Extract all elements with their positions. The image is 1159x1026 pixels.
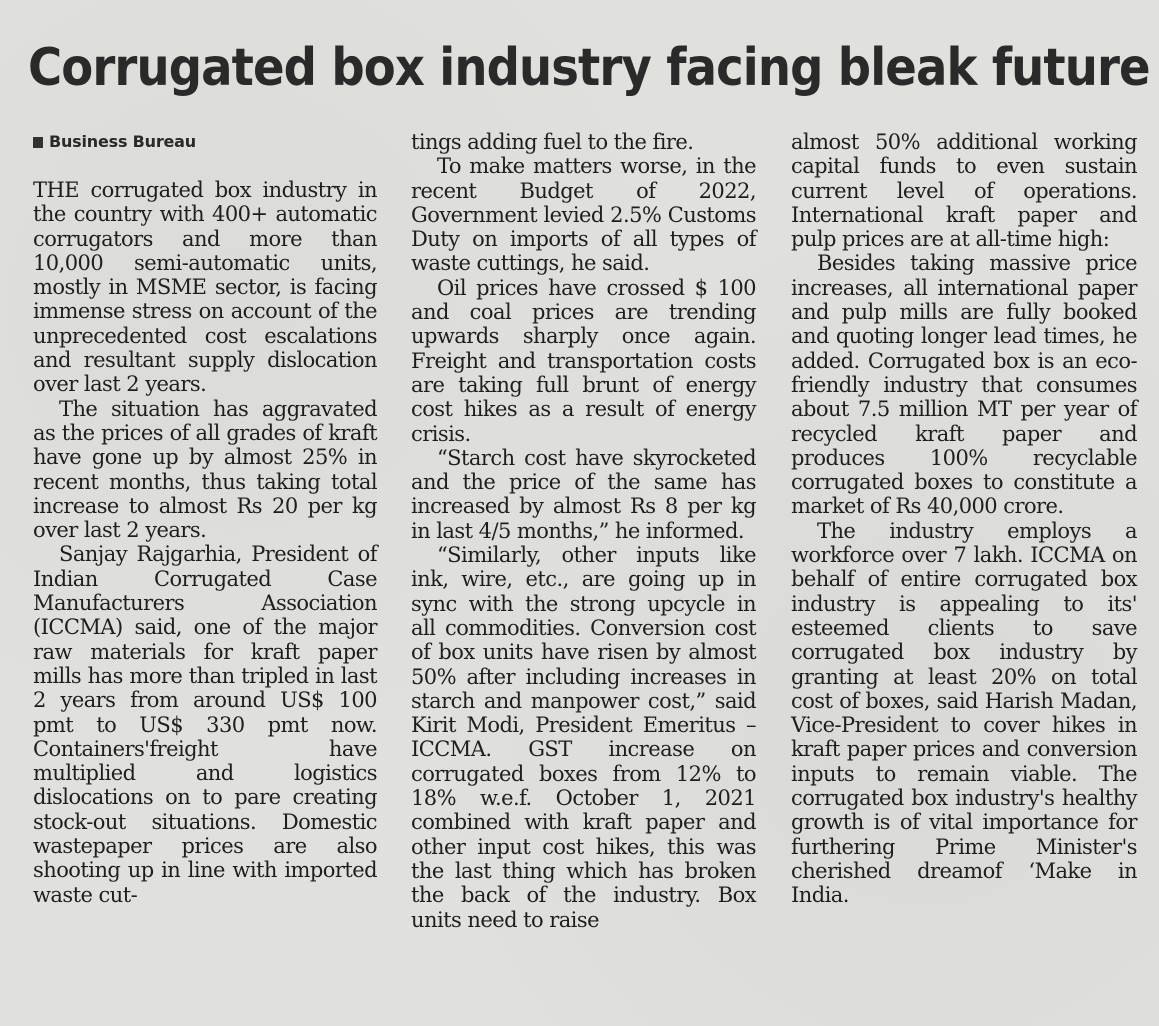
paragraph: tings adding fuel to the fire. [411, 130, 694, 154]
paragraph: Sanjay Rajgarhia, President of Indian Corrugated Case Manufacturers Association (ICCMA) said, one of the major raw materials for kraft paper mills has more than tripled in last 2 years from around US$ 100 pmt to US$ 330 pmt now. Containers'freight have multiplied and logistics dislocations on to pare creating stock-out situations. Domestic wastepaper prices are also shooting up in line with imported waste cut- [33, 542, 377, 907]
paragraph: almost 50% additional working capital funds to even sustain current level of operations. International kraft paper and pulp prices are at all-time high: [791, 130, 1137, 252]
headline: Corrugated box industry facing bleak future [28, 38, 1150, 98]
article-column-2 [411, 130, 756, 932]
paragraph: The industry employs a workforce over 7 lakh. ICCMA on behalf of entire corrugated box industry is appealing to its' esteemed clients to save corrugated box industry by granting at least 20% on total cost of boxes, said Harish Madan, Vice-President to cover hikes in kraft paper prices and conversion inputs to remain viable. The corrugated box industry's healthy growth is of vital importance for furthering Prime Minister's cherished dreamof ‘Make in India. [791, 518, 1137, 908]
paragraph: The situation has aggravated as the prices of all grades of kraft have gone up by almost 25% in recent months, thus taking total increase to almost Rs 20 per kg over last 2 years. [33, 396, 377, 543]
byline-text: Business Bureau [49, 132, 196, 151]
paragraph: Besides taking massive price increases, all international paper and pulp mills are fully booked and quoting longer lead times, he added. Corrugated box is an eco-friendly industry that consumes about 7.5 million MT per year of recycled kraft paper and produces 100% recyclable corrugated boxes to constitute a market of Rs 40,000 crore. [791, 251, 1137, 519]
paragraph: “Starch cost have skyrocketed and the price of the same has increased by almost Rs 8 per kg in last 4/5 months,” he informed. [411, 445, 756, 543]
square-bullet-icon [33, 137, 43, 148]
article-column-3 [791, 130, 1137, 908]
paragraph: “Similarly, other inputs like ink, wire, etc., are going up in sync with the strong upcycle in all commodities. Conversion cost of box units have risen by almost 50% after including increases in starch and manpower cost,” said Kirit Modi, President Emeritus – ICCMA. GST increase on corrugated boxes from 12% to 18% w.e.f. October 1, 2021 combined with kraft paper and other input cost hikes, this was the last thing which has broken the back of the industry. Box units need to raise [411, 543, 756, 932]
paragraph: Oil prices have crossed $ 100 and coal prices are trending upwards sharply once again. Freight and transportation costs are taking full brunt of energy cost hikes as a result of energy crisis. [411, 275, 756, 446]
paragraph: To make matters worse, in the recent Budget of 2022, Government levied 2.5% Customs Duty on imports of all types of waste cuttings, he said. [411, 154, 756, 276]
article-column-1 [33, 130, 377, 907]
paragraph: THE corrugated box industry in the country with 400+ automatic corrugators and more than 10,000 semi-automatic units, mostly in MSME sector, is facing immense stress on account of the unprecedented cost escalations and resultant supply dislocation over last 2 years. [33, 178, 377, 397]
byline [33, 130, 377, 154]
